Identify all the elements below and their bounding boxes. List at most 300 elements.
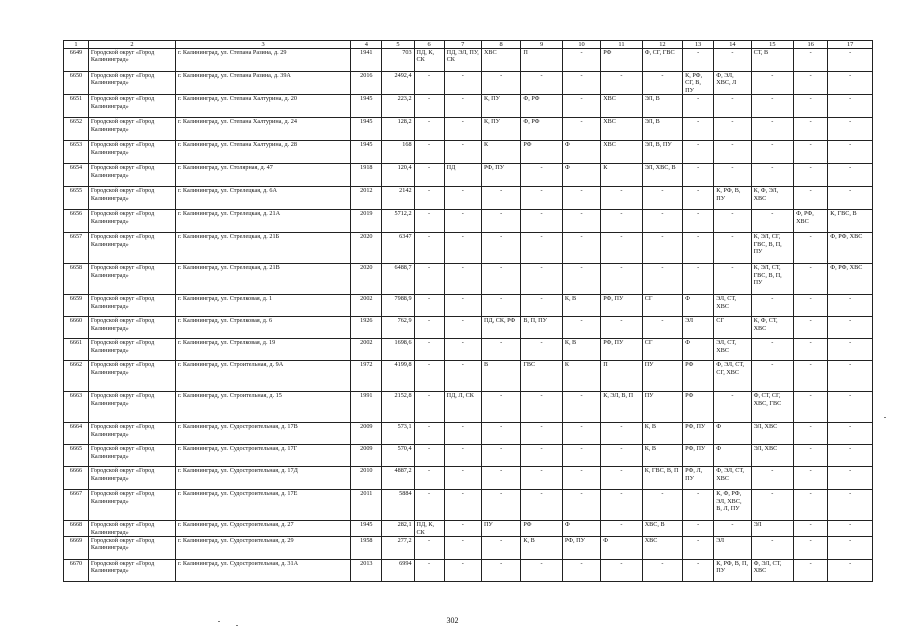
table-cell: 2142 (382, 187, 414, 210)
table-cell: г. Калининград, ул. Степана Разина, д. 29 (176, 49, 351, 72)
table-cell: К, ЭЛ, СГ, ГВС, В, П, ПУ (751, 233, 794, 264)
table-cell: - (642, 560, 682, 582)
column-number: 8 (481, 41, 520, 49)
table-cell: РФ, Л, ПУ (683, 467, 714, 490)
table-cell: 1945 (351, 118, 382, 141)
table-cell: - (751, 537, 794, 560)
table-cell: 6650 (64, 72, 89, 95)
table-cell: - (828, 72, 873, 95)
table-cell: - (562, 423, 600, 445)
table-cell: ЭЛ, СТ, ХВС (714, 339, 751, 361)
table-row (64, 118, 873, 141)
table-cell: 6661 (64, 339, 89, 361)
table-cell: - (794, 264, 828, 295)
table-cell: Городской округ «Город Калининград» (88, 521, 175, 537)
table-cell: ЭЛ, СТ, ХВС (714, 295, 751, 317)
table-cell: 6994 (382, 560, 414, 582)
table-cell: 1991 (351, 392, 382, 423)
table-row (64, 521, 873, 537)
table-cell: - (414, 95, 444, 118)
table-row (64, 233, 873, 264)
table-cell: - (642, 264, 682, 295)
table-cell: - (794, 49, 828, 72)
table-cell: - (828, 187, 873, 210)
table-cell: - (414, 560, 444, 582)
table-cell: - (794, 233, 828, 264)
table-cell: - (751, 295, 794, 317)
table-cell: - (562, 490, 600, 521)
table-cell: - (414, 537, 444, 560)
table-cell: - (683, 210, 714, 233)
table-row (64, 49, 873, 72)
table-cell: - (714, 521, 751, 537)
column-number: 1 (64, 41, 89, 49)
table-cell: 6649 (64, 49, 89, 72)
table-cell: - (794, 490, 828, 521)
table-cell: Городской округ «Город Калининград» (88, 467, 175, 490)
table-row (64, 445, 873, 467)
scan-speck (884, 417, 886, 418)
table-cell: г. Калининград, ул. Стрелецкая, д. 21Б (176, 233, 351, 264)
buildings-table (63, 40, 873, 582)
table-cell: - (828, 164, 873, 187)
table-cell: - (601, 445, 642, 467)
table-row (64, 187, 873, 210)
table-cell: ПД, ЭЛ, ПУ, СК (444, 49, 481, 72)
table-cell: 1926 (351, 317, 382, 339)
table-cell: - (481, 264, 520, 295)
table-row (64, 95, 873, 118)
table-cell: г. Калининград, ул. Столярная, д. 47 (176, 164, 351, 187)
column-number: 17 (828, 41, 873, 49)
table-cell: 6655 (64, 187, 89, 210)
table-cell: - (828, 339, 873, 361)
table-cell: 2002 (351, 339, 382, 361)
table-row (64, 210, 873, 233)
table-cell: - (444, 339, 481, 361)
table-cell: Городской округ «Город Калининград» (88, 392, 175, 423)
table-cell: - (562, 49, 600, 72)
column-number: 13 (683, 41, 714, 49)
table-cell: - (683, 537, 714, 560)
column-number: 16 (794, 41, 828, 49)
table-cell: г. Калининград, ул. Стрелковая, д. 19 (176, 339, 351, 361)
table-cell: СГ (642, 339, 682, 361)
table-cell: - (683, 233, 714, 264)
table-cell: ПД, СК, РФ (481, 317, 520, 339)
table-cell: - (751, 164, 794, 187)
table-cell: К (562, 361, 600, 392)
table-cell: - (414, 187, 444, 210)
table-cell: ЭЛ (683, 317, 714, 339)
table-cell: - (794, 537, 828, 560)
table-cell: - (683, 560, 714, 582)
table-cell: Городской округ «Город Калининград» (88, 317, 175, 339)
table-cell: - (444, 537, 481, 560)
table-cell: - (751, 141, 794, 164)
table-cell: - (562, 72, 600, 95)
table-cell: 2002 (351, 295, 382, 317)
table-cell: - (444, 118, 481, 141)
table-cell: Городской округ «Город Калининград» (88, 445, 175, 467)
table-cell: - (444, 560, 481, 582)
table-cell: К, ПУ (481, 95, 520, 118)
table-cell: К (481, 141, 520, 164)
table-cell: г. Калининград, ул. Судостроительная, д. 31А (176, 560, 351, 582)
table-row (64, 339, 873, 361)
table-cell: - (794, 423, 828, 445)
table-cell: Городской округ «Город Калининград» (88, 560, 175, 582)
table-cell: ХВС (601, 118, 642, 141)
table-cell: 2011 (351, 490, 382, 521)
table-cell: - (794, 392, 828, 423)
table-cell: ПУ (481, 521, 520, 537)
table-cell: 6488,7 (382, 264, 414, 295)
table-cell: - (601, 233, 642, 264)
table-cell: - (481, 187, 520, 210)
table-cell: г. Калининград, ул. Стрелецкая, д. 6А (176, 187, 351, 210)
table-cell: РФ, ПУ (601, 339, 642, 361)
table-cell: г. Калининград, ул. Строительная, д. 15 (176, 392, 351, 423)
table-cell: - (481, 72, 520, 95)
table-cell: 1945 (351, 521, 382, 537)
table-cell: - (481, 537, 520, 560)
table-cell: - (828, 521, 873, 537)
table-cell: - (414, 392, 444, 423)
table-cell: - (414, 72, 444, 95)
table-cell: - (828, 361, 873, 392)
table-cell: 2012 (351, 187, 382, 210)
table-cell: К, ГВС, В (828, 210, 873, 233)
column-number-row (64, 41, 873, 49)
table-body (64, 41, 873, 582)
table-cell: 5712,2 (382, 210, 414, 233)
table-cell: К, В (562, 295, 600, 317)
table-row (64, 164, 873, 187)
table-cell: 6656 (64, 210, 89, 233)
table-cell: 2020 (351, 264, 382, 295)
table-row (64, 361, 873, 392)
table-cell: ПД (444, 164, 481, 187)
table-cell: 4199,8 (382, 361, 414, 392)
table-cell: К, В (521, 537, 562, 560)
table-cell: К (601, 164, 642, 187)
table-cell: 6347 (382, 233, 414, 264)
table-cell: - (601, 521, 642, 537)
table-cell: г. Калининград, ул. Стрелецкая, д. 21А (176, 210, 351, 233)
table-cell: Городской округ «Город Калининград» (88, 423, 175, 445)
table-cell: - (444, 264, 481, 295)
table-cell: - (521, 490, 562, 521)
table-cell: Городской округ «Город Калининград» (88, 339, 175, 361)
table-cell: - (521, 264, 562, 295)
table-row (64, 423, 873, 445)
column-number: 14 (714, 41, 751, 49)
table-cell: 2492,4 (382, 72, 414, 95)
table-cell: Городской округ «Город Калининград» (88, 537, 175, 560)
scan-speck (236, 625, 238, 626)
table-cell: - (444, 187, 481, 210)
table-cell: 6657 (64, 233, 89, 264)
table-row (64, 72, 873, 95)
table-cell: ПД, К, СК (414, 521, 444, 537)
table-cell: - (751, 118, 794, 141)
table-cell: - (562, 118, 600, 141)
table-row (64, 537, 873, 560)
table-cell: 2009 (351, 445, 382, 467)
table-cell: Ф, ЭЛ, СТ, ХВС (714, 467, 751, 490)
table-cell: ЭЛ, В, ПУ (642, 141, 682, 164)
table-cell: - (828, 423, 873, 445)
table-cell: г. Калининград, ул. Судостроительная, д. 27 (176, 521, 351, 537)
table-cell: - (828, 95, 873, 118)
table-cell: - (562, 95, 600, 118)
table-cell: - (562, 560, 600, 582)
table-cell: - (794, 187, 828, 210)
table-cell: - (794, 118, 828, 141)
table-cell: 6670 (64, 560, 89, 582)
table-cell: - (828, 392, 873, 423)
table-cell: - (601, 264, 642, 295)
table-cell: 223,2 (382, 95, 414, 118)
table-cell: 570,4 (382, 445, 414, 467)
table-cell: Ф (714, 423, 751, 445)
column-number: 6 (414, 41, 444, 49)
table-cell: 6663 (64, 392, 89, 423)
column-number: 10 (562, 41, 600, 49)
table-cell: - (714, 392, 751, 423)
table-cell: ГВС (521, 361, 562, 392)
table-cell: г. Калининград, ул. Степана Халтурина, д. 28 (176, 141, 351, 164)
table-cell: - (828, 467, 873, 490)
table-cell: - (794, 141, 828, 164)
table-cell: - (414, 490, 444, 521)
table-cell: К, ЭЛ, В, П (601, 392, 642, 423)
table-cell: - (481, 392, 520, 423)
table-cell: 6666 (64, 467, 89, 490)
table-cell: Городской округ «Город Калининград» (88, 118, 175, 141)
table-cell: - (444, 317, 481, 339)
table-cell: 573,1 (382, 423, 414, 445)
table-cell: - (828, 49, 873, 72)
table-cell: - (481, 339, 520, 361)
column-number: 15 (751, 41, 794, 49)
table-cell: ЭЛ, ХВС (751, 423, 794, 445)
table-cell: Ф, РФ, ХВС (828, 264, 873, 295)
table-cell: К, РФ, В, П, ПУ (714, 560, 751, 582)
table-cell: - (714, 210, 751, 233)
table-cell: - (521, 187, 562, 210)
table-cell: Ф (683, 339, 714, 361)
scan-speck (218, 621, 220, 622)
table-cell: - (683, 164, 714, 187)
table-cell: - (562, 264, 600, 295)
column-number: 9 (521, 41, 562, 49)
table-cell: Ф, РФ (521, 118, 562, 141)
column-number: 7 (444, 41, 481, 49)
table-cell: - (828, 445, 873, 467)
table-cell: Городской округ «Город Калининград» (88, 95, 175, 118)
table-cell: Городской округ «Город Калининград» (88, 210, 175, 233)
table-cell: Ф, РФ, ХВС (828, 233, 873, 264)
table-cell: РФ (521, 141, 562, 164)
table-cell: - (562, 467, 600, 490)
table-cell: ХВС (642, 537, 682, 560)
table-cell: - (481, 423, 520, 445)
table-cell: - (794, 521, 828, 537)
table-cell: - (714, 49, 751, 72)
table-cell: ЭЛ (714, 537, 751, 560)
table-cell: - (414, 210, 444, 233)
table-cell: - (794, 361, 828, 392)
table-cell: Городской округ «Город Калининград» (88, 141, 175, 164)
table-cell: - (794, 339, 828, 361)
table-cell: Городской округ «Город Калининград» (88, 164, 175, 187)
table-cell: - (444, 141, 481, 164)
table-cell: П (521, 49, 562, 72)
table-cell: Ф (714, 445, 751, 467)
table-cell: К, Ф, СТ, ХВС (751, 317, 794, 339)
table-cell: - (828, 317, 873, 339)
table-cell: Городской округ «Город Калининград» (88, 187, 175, 210)
table-cell: - (521, 445, 562, 467)
column-number: 11 (601, 41, 642, 49)
table-cell: - (481, 490, 520, 521)
table-cell: г. Калининград, ул. Строительная, д. 9А (176, 361, 351, 392)
column-number: 5 (382, 41, 414, 49)
table-cell: - (714, 118, 751, 141)
column-number: 3 (176, 41, 351, 49)
table-cell: - (521, 72, 562, 95)
table-cell: СТ, В (751, 49, 794, 72)
table-cell: - (683, 49, 714, 72)
table-cell: г. Калининград, ул. Степана Разина, д. 39А (176, 72, 351, 95)
table-cell: - (683, 490, 714, 521)
table-cell: - (481, 233, 520, 264)
table-cell: г. Калининград, ул. Стрелковая, д. 6 (176, 317, 351, 339)
table-cell: - (481, 560, 520, 582)
column-number: 4 (351, 41, 382, 49)
table-cell: - (562, 445, 600, 467)
table-cell: Городской округ «Город Калининград» (88, 49, 175, 72)
table-cell: - (714, 264, 751, 295)
table-cell: К, РФ, В, ПУ (714, 187, 751, 210)
table-cell: - (414, 339, 444, 361)
table-cell: 1958 (351, 537, 382, 560)
table-cell: - (683, 95, 714, 118)
table-cell: - (414, 317, 444, 339)
table-cell: 4887,2 (382, 467, 414, 490)
table-cell: - (751, 210, 794, 233)
table-row (64, 264, 873, 295)
table-cell: г. Калининград, ул. Судостроительная, д. 17Е (176, 490, 351, 521)
table-cell: 277,2 (382, 537, 414, 560)
table-cell: - (481, 210, 520, 233)
table-cell: 2152,8 (382, 392, 414, 423)
table-cell: - (794, 317, 828, 339)
table-cell: - (521, 392, 562, 423)
page-number: 302 (446, 616, 459, 625)
table-cell: 6664 (64, 423, 89, 445)
table-cell: - (642, 72, 682, 95)
table-row (64, 317, 873, 339)
table-cell: - (601, 423, 642, 445)
table-cell: Городской округ «Город Калининград» (88, 361, 175, 392)
table-cell: - (562, 317, 600, 339)
table-cell: К, В (642, 445, 682, 467)
table-cell: ПУ (642, 361, 682, 392)
table-cell: - (414, 164, 444, 187)
table-cell: - (828, 118, 873, 141)
table-cell: К, Ф, РФ, ЭЛ, ХВС, В, Л, ПУ (714, 490, 751, 521)
table-cell: Ф (562, 164, 600, 187)
table-cell: - (521, 210, 562, 233)
table-cell: - (601, 467, 642, 490)
table-cell: - (521, 467, 562, 490)
table-cell: г. Калининград, ул. Судостроительная, д. 17В (176, 423, 351, 445)
table-cell: - (828, 560, 873, 582)
table-cell: - (794, 560, 828, 582)
table-cell: - (683, 118, 714, 141)
table-cell: - (481, 295, 520, 317)
column-number: 12 (642, 41, 682, 49)
table-cell: - (414, 141, 444, 164)
table-cell: - (683, 141, 714, 164)
table-cell: - (714, 233, 751, 264)
table-cell: ПД, К, СК (414, 49, 444, 72)
table-cell: РФ, ПУ (481, 164, 520, 187)
table-cell: 1945 (351, 141, 382, 164)
table-cell: - (414, 233, 444, 264)
table-cell: - (601, 210, 642, 233)
table-cell: - (714, 95, 751, 118)
table-cell: 6652 (64, 118, 89, 141)
table-cell: - (751, 95, 794, 118)
table-cell: 1972 (351, 361, 382, 392)
table-cell: 2013 (351, 560, 382, 582)
table-cell: - (751, 490, 794, 521)
table-cell: - (828, 490, 873, 521)
table-cell: Ф (601, 537, 642, 560)
table-cell: Городской округ «Город Калининград» (88, 490, 175, 521)
table-cell: - (794, 295, 828, 317)
table-cell: 6654 (64, 164, 89, 187)
table-cell: ЭЛ, В (642, 95, 682, 118)
table-cell: - (521, 164, 562, 187)
table-cell: - (683, 521, 714, 537)
table-cell: ХВС (481, 49, 520, 72)
table-cell: г. Калининград, ул. Судостроительная, д. 17Г (176, 445, 351, 467)
table-cell: РФ (521, 521, 562, 537)
table-cell: Ф (562, 141, 600, 164)
table-cell: 6651 (64, 95, 89, 118)
table-cell: г. Калининград, ул. Стрелковая, д. 1 (176, 295, 351, 317)
table-cell: - (444, 361, 481, 392)
table-cell: РФ, ПУ (601, 295, 642, 317)
table-cell: К, ГВС, В, П (642, 467, 682, 490)
table-cell: В, П, ПУ (521, 317, 562, 339)
table-cell: - (751, 467, 794, 490)
table-cell: - (601, 490, 642, 521)
table-cell: 7988,9 (382, 295, 414, 317)
table-cell: - (444, 423, 481, 445)
table-cell: В (481, 361, 520, 392)
table-cell: - (521, 423, 562, 445)
table-cell: - (521, 339, 562, 361)
table-cell: ЭЛ (751, 521, 794, 537)
table-cell: Ф (562, 521, 600, 537)
table-cell: - (444, 521, 481, 537)
